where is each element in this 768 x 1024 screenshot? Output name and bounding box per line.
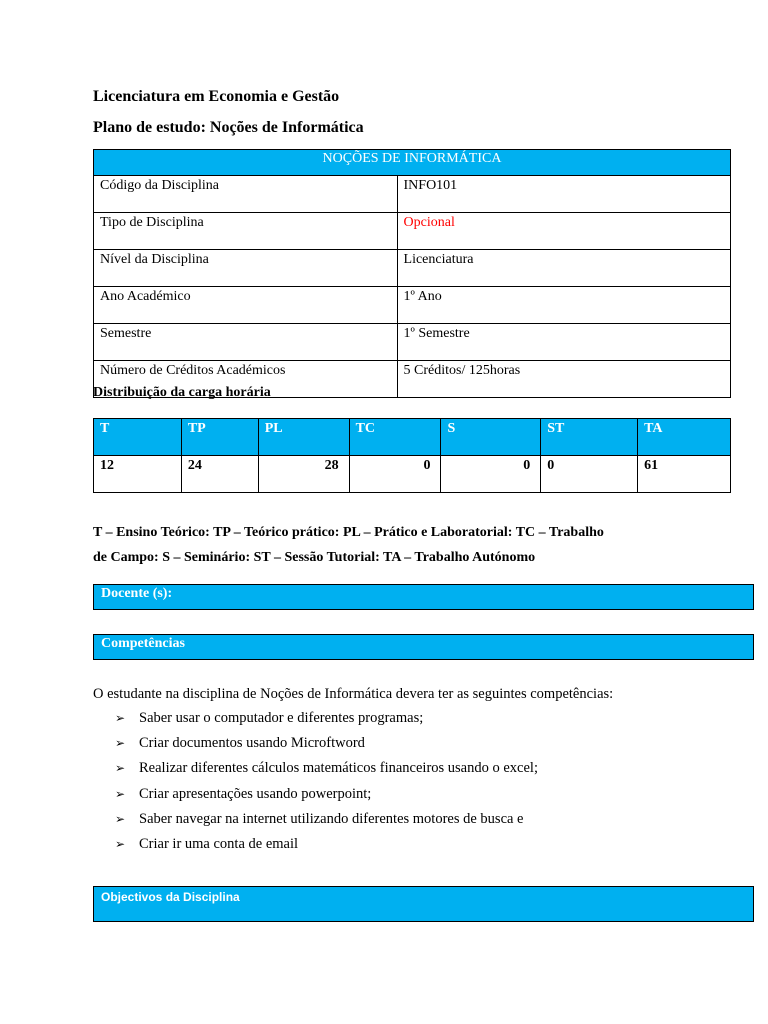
- workload-header: TA: [638, 419, 731, 456]
- arrow-bullet-icon: ➢: [115, 836, 126, 851]
- info-value: 1º Semestre: [397, 324, 730, 361]
- table-row: [94, 176, 731, 213]
- workload-header: TP: [181, 419, 258, 456]
- workload-value: 61: [638, 456, 731, 493]
- workload-header: S: [441, 419, 541, 456]
- section-docente: Docente (s):: [93, 584, 754, 610]
- info-label: Ano Académico: [94, 287, 398, 324]
- program-title: Licenciatura em Economia e Gestão: [93, 88, 340, 105]
- list-item-text: Realizar diferentes cálculos matemáticos financeiros usando o excel;: [139, 760, 538, 777]
- info-label: Número de Créditos Académicos: [94, 361, 398, 398]
- workload-header-row: [94, 419, 731, 456]
- list-item: [115, 735, 538, 760]
- arrow-bullet-icon: ➢: [115, 711, 126, 725]
- table-row: [94, 287, 731, 324]
- course-info-title: NOÇÕES DE INFORMÁTICA: [94, 150, 731, 176]
- list-item-text: Saber navegar na internet utilizando diferentes motores de busca e: [139, 810, 524, 827]
- distribution-title: Distribuição da carga horária: [93, 385, 271, 400]
- list-item-text: Criar ir uma conta de email: [139, 835, 299, 852]
- info-label: Código da Disciplina: [94, 176, 398, 213]
- table-row: [94, 213, 731, 250]
- list-item: [115, 786, 538, 811]
- competencias-intro: O estudante na disciplina de Noções de Informática devera ter as seguintes competências:: [93, 686, 614, 702]
- table-row: [94, 250, 731, 287]
- info-value: 1º Ano: [397, 287, 730, 324]
- workload-legend: [93, 520, 604, 570]
- competencias-list: [115, 710, 538, 861]
- legend-line: de Campo: S – Seminário: ST – Sessão Tutorial: TA – Trabalho Autónomo: [93, 550, 536, 565]
- section-competencias: Competências: [93, 634, 754, 660]
- workload-value: 24: [181, 456, 258, 493]
- info-value: 5 Créditos/ 125horas: [397, 361, 730, 398]
- arrow-bullet-icon: ➢: [115, 786, 126, 801]
- workload-value: 0: [349, 456, 441, 493]
- info-value: Licenciatura: [397, 250, 730, 287]
- arrow-bullet-icon: ➢: [115, 811, 126, 826]
- info-label: Tipo de Disciplina: [94, 213, 398, 250]
- workload-header: TC: [349, 419, 441, 456]
- workload-value: 28: [258, 456, 349, 493]
- workload-header: T: [94, 419, 182, 456]
- info-label: Semestre: [94, 324, 398, 361]
- course-info-header: [94, 150, 731, 176]
- info-value-type: Opcional: [397, 213, 730, 250]
- list-item-text: Saber usar o computador e diferentes programas;: [139, 710, 424, 726]
- workload-header: PL: [258, 419, 349, 456]
- info-value: INFO101: [397, 176, 730, 213]
- arrow-bullet-icon: ➢: [115, 736, 126, 751]
- workload-table: [93, 418, 731, 493]
- workload-value: 0: [441, 456, 541, 493]
- list-item: [115, 760, 538, 785]
- section-objectivos: Objectivos da Disciplina: [93, 886, 754, 922]
- table-row: [94, 324, 731, 361]
- workload-value: 12: [94, 456, 182, 493]
- list-item: [115, 836, 538, 861]
- info-label: Nível da Disciplina: [94, 250, 398, 287]
- arrow-bullet-icon: ➢: [115, 761, 126, 776]
- list-item: [115, 710, 538, 735]
- list-item-text: Criar documentos usando Microftword: [139, 735, 365, 752]
- legend-line: T – Ensino Teórico: TP – Teórico prático: PL – Prático e Laboratorial: TC – Trabalho: [93, 525, 604, 540]
- workload-value: 0: [541, 456, 638, 493]
- workload-header: ST: [541, 419, 638, 456]
- course-info-table: [93, 149, 731, 398]
- plan-title: Plano de estudo: Noções de Informática: [93, 119, 364, 136]
- list-item: [115, 811, 538, 836]
- workload-values-row: [94, 456, 731, 493]
- list-item-text: Criar apresentações usando powerpoint;: [139, 785, 372, 802]
